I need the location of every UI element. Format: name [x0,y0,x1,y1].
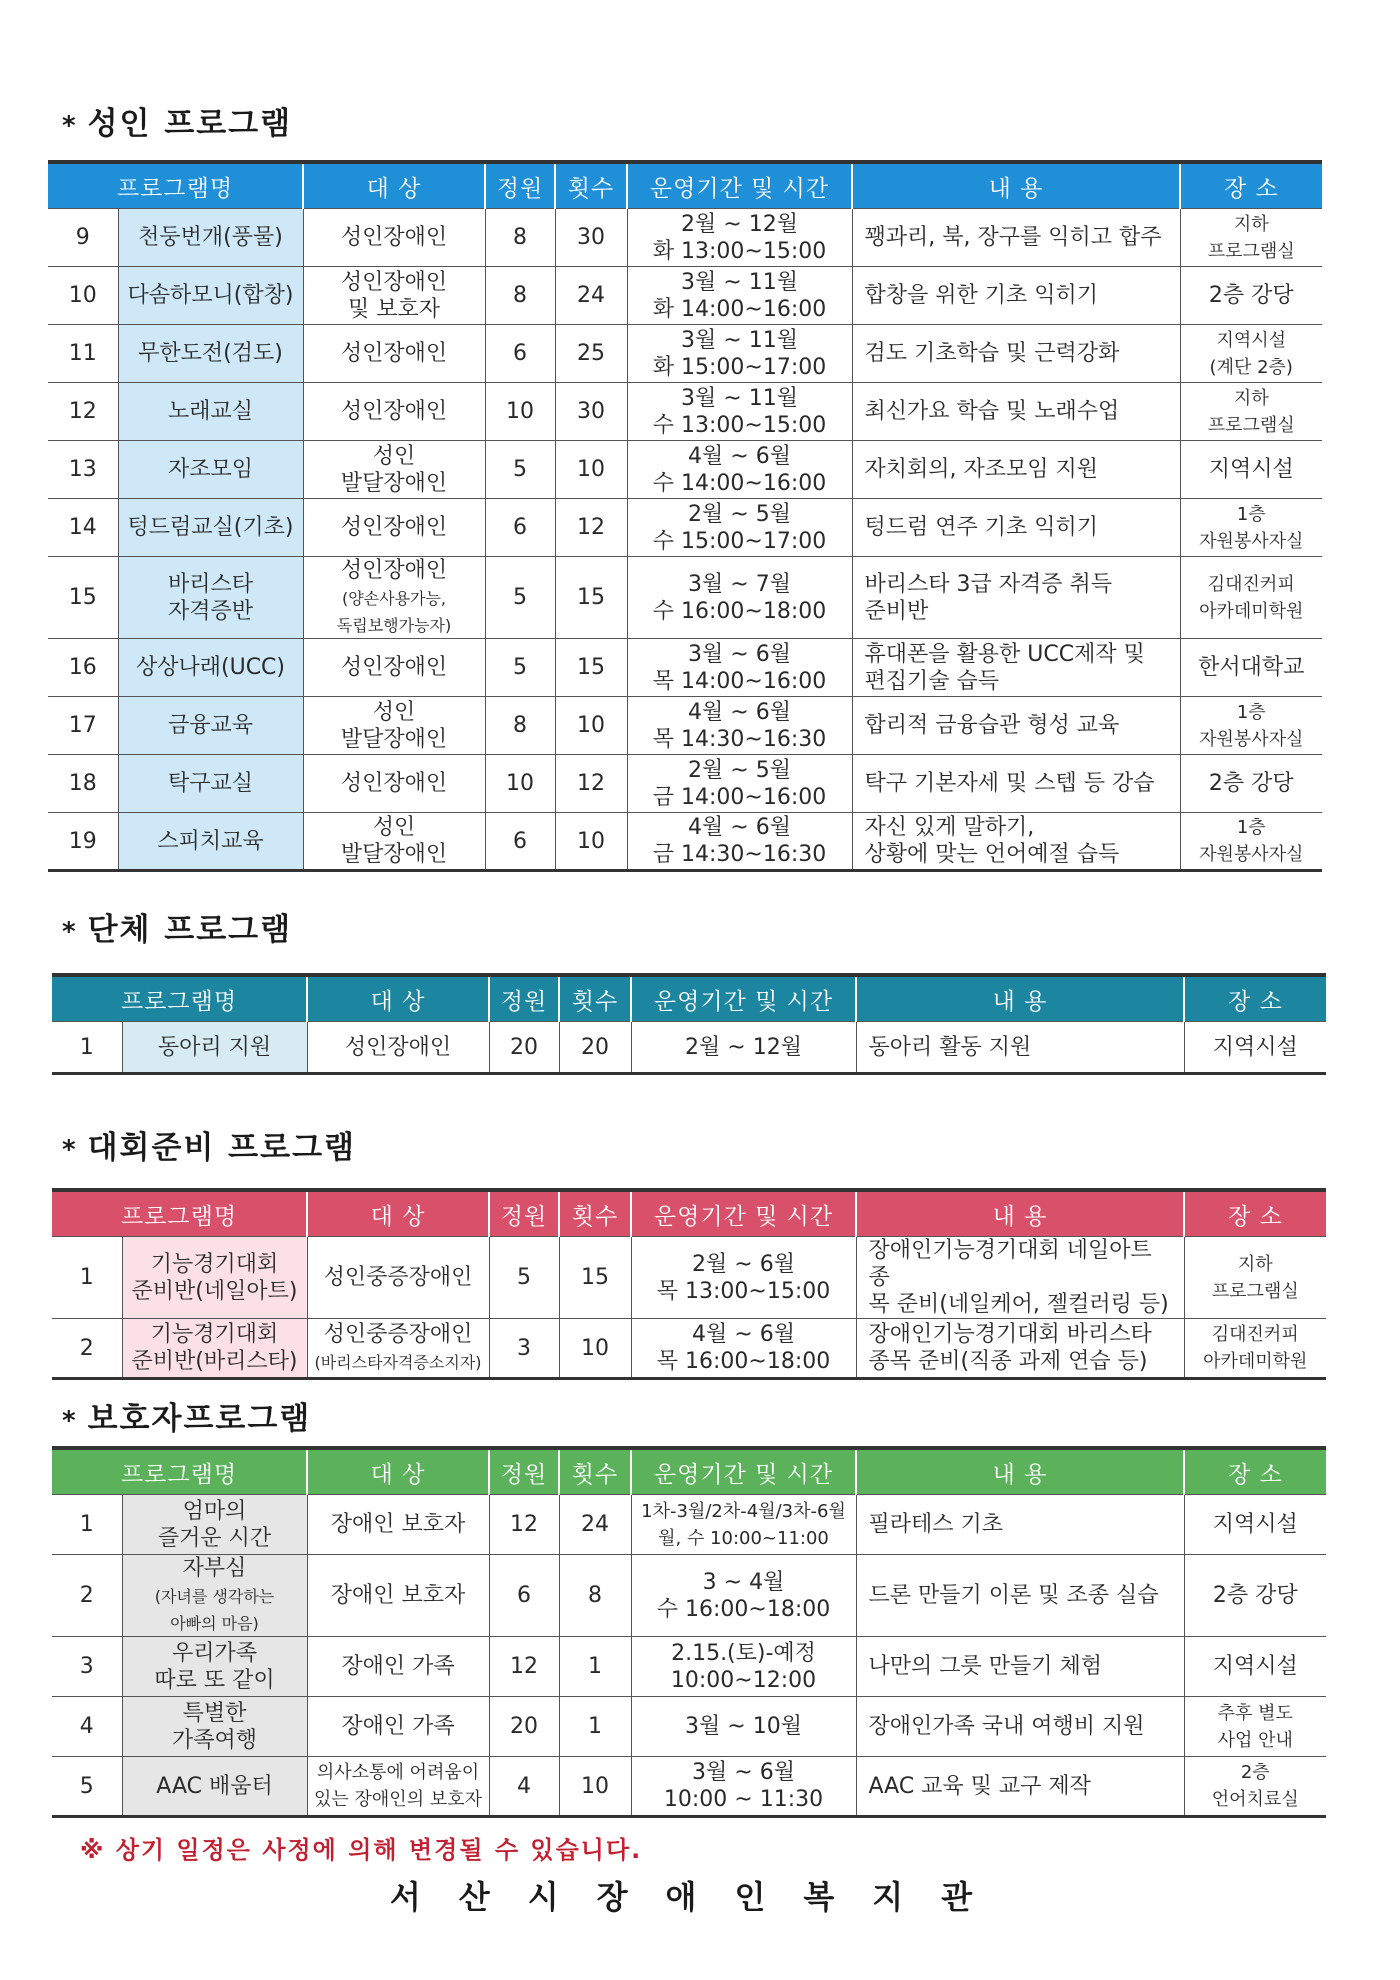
period-time [627,325,852,383]
col-header-content: 내 용 [852,162,1180,209]
period-time [627,441,852,499]
table-row [52,1637,1326,1697]
time-text: 금 14:00~16:00 [652,784,827,810]
row-number: 14 [48,499,118,557]
target-note: (바리스타자격증소지자) [314,1353,482,1372]
capacity: 12 [489,1495,559,1555]
program-name: 스피치교육 [118,813,303,871]
period-text: 2월 ~ 5월 [688,757,791,783]
table-row [48,441,1322,499]
location: 한서대학교 [1180,639,1322,697]
target-group: 성인장애인 [303,639,485,697]
section-title-contest: * 대회준비 프로그램 [62,1130,356,1166]
location: 지역시설 [1180,441,1322,499]
session-count: 12 [555,499,627,557]
location: 지역시설 [1184,1637,1326,1697]
program-content: 나만의 그릇 만들기 체험 [856,1637,1184,1697]
row-number: 1 [52,1022,122,1074]
program-content: 장애인가족 국내 여행비 지원 [856,1697,1184,1757]
period-time [631,1022,856,1074]
program-name: 천둥번개(풍물) [118,209,303,267]
target-group [307,1319,489,1379]
period-text: 2월 ~ 12월 [685,1034,802,1060]
session-count: 30 [555,209,627,267]
time-text: 10:00~12:00 [670,1667,817,1693]
table-row [48,499,1322,557]
program-content: AAC 교육 및 교구 제작 [856,1757,1184,1817]
row-number: 18 [48,755,118,813]
capacity: 6 [485,499,555,557]
location: 지하 프로그램실 [1180,209,1322,267]
program-content: 바리스타 3급 자격증 취득 준비반 [852,557,1180,639]
time-text: 목 14:00~16:00 [652,668,827,694]
time-text: 수 16:00~18:00 [656,1596,831,1622]
target-group: 장애인 보호자 [307,1495,489,1555]
period-time [631,1555,856,1637]
target-note: (양손사용가능, 독립보행가능자) [336,589,452,635]
location: 2층 강당 [1184,1555,1326,1637]
target-text: 성인장애인 [340,558,448,583]
col-header-period: 운영기간 및 시간 [627,162,852,209]
period-text: 3월 ~ 11월 [681,327,798,353]
program-name: AAC 배움터 [122,1757,307,1817]
location: 1층 자원봉사자실 [1180,697,1322,755]
program-content: 텅드럼 연주 기초 익히기 [852,499,1180,557]
session-count: 1 [559,1637,631,1697]
session-count: 30 [555,383,627,441]
row-number: 5 [52,1757,122,1817]
session-count: 24 [559,1495,631,1555]
session-count: 20 [559,1022,631,1074]
location: 지역시설 [1184,1495,1326,1555]
col-header-name: 프로그램명 [52,975,307,1022]
program-name [122,1555,307,1637]
program-content: 자치회의, 자조모임 지원 [852,441,1180,499]
location: 지하 프로그램실 [1180,383,1322,441]
period-text: 3 ~ 4월 [702,1569,785,1595]
program-content: 드론 만들기 이론 및 조종 실습 [856,1555,1184,1637]
target-group: 장애인 보호자 [307,1555,489,1637]
period-time [627,557,852,639]
time-text: 화 14:00~16:00 [652,296,827,322]
time-text: 10:00 ~ 11:30 [663,1787,824,1812]
time-text: 목 14:30~16:30 [652,726,827,752]
contest-program-table [52,1188,1326,1380]
target-group: 성인 발달장애인 [303,813,485,871]
period-text: 2월 ~ 6월 [692,1251,795,1277]
program-content: 필라테스 기초 [856,1495,1184,1555]
session-count: 24 [555,267,627,325]
program-name: 탁구교실 [118,755,303,813]
capacity: 6 [489,1555,559,1637]
section-title-guardian: * 보호자프로그램 [62,1401,312,1437]
period-text: 3월 ~ 11월 [681,385,798,411]
location: 김대진커피 아카데미학원 [1180,557,1322,639]
capacity: 8 [485,209,555,267]
time-text: 목 16:00~18:00 [656,1349,831,1374]
period-text: 4월 ~ 6월 [688,443,791,469]
period-time [627,267,852,325]
target-text: 성인중증장애인 [323,1322,473,1347]
table-row [52,1555,1326,1637]
target-group: 성인장애인 [303,325,485,383]
col-header-capacity: 정원 [489,975,559,1022]
location: 추후 별도 사업 안내 [1184,1697,1326,1757]
target-group: 성인장애인 및 보호자 [303,267,485,325]
capacity: 6 [485,325,555,383]
target-group: 성인장애인 [307,1022,489,1074]
target-group: 성인장애인 [303,209,485,267]
period-text: 4월 ~ 6월 [688,699,791,725]
table-row [48,383,1322,441]
table-row [52,1757,1326,1817]
period-time [631,1697,856,1757]
capacity: 10 [485,383,555,441]
table-row [48,267,1322,325]
table-header-row [52,1190,1326,1237]
period-text: 1차-3월/2차-4월/3차-6월 [641,1500,846,1522]
col-header-count: 횟수 [559,975,631,1022]
row-number: 4 [52,1697,122,1757]
session-count: 8 [559,1555,631,1637]
col-header-name: 프로그램명 [52,1448,307,1495]
table-row [48,325,1322,383]
capacity: 5 [485,441,555,499]
program-name: 기능경기대회 준비반(네일아트) [122,1237,307,1319]
col-header-name: 프로그램명 [52,1190,307,1237]
session-count: 1 [559,1697,631,1757]
capacity: 5 [489,1237,559,1319]
guardian-program-table [52,1446,1326,1818]
name-text: 자부심 [182,1556,247,1581]
location: 1층 자원봉사자실 [1180,813,1322,871]
period-time [627,383,852,441]
col-header-target: 대 상 [303,162,485,209]
target-group: 성인중증장애인 [307,1237,489,1319]
col-header-place: 장 소 [1180,162,1322,209]
program-content: 꽹과리, 북, 장구를 익히고 합주 [852,209,1180,267]
program-content: 최신가요 학습 및 노래수업 [852,383,1180,441]
table-row [52,1319,1326,1379]
col-header-period: 운영기간 및 시간 [631,1190,856,1237]
program-name: 자조모임 [118,441,303,499]
row-number: 12 [48,383,118,441]
session-count: 15 [559,1237,631,1319]
schedule-change-note: ※ 상기 일정은 사정에 의해 변경될 수 있습니다. [80,1836,643,1864]
capacity: 5 [485,557,555,639]
program-name: 바리스타 자격증반 [118,557,303,639]
session-count: 15 [555,557,627,639]
location: 2층 강당 [1180,755,1322,813]
time-text: 금 14:30~16:30 [652,842,827,867]
session-count: 10 [555,813,627,871]
col-header-content: 내 용 [856,1448,1184,1495]
target-group: 성인 발달장애인 [303,441,485,499]
capacity: 8 [485,267,555,325]
period-text: 3월 ~ 11월 [681,269,798,295]
col-header-period: 운영기간 및 시간 [631,975,856,1022]
row-number: 16 [48,639,118,697]
program-name: 다솜하모니(합창) [118,267,303,325]
capacity: 3 [489,1319,559,1379]
program-name: 우리가족 따로 또 같이 [122,1637,307,1697]
period-text: 2.15.(토)-예정 [671,1640,816,1666]
col-header-target: 대 상 [307,975,489,1022]
col-header-count: 횟수 [559,1190,631,1237]
capacity: 12 [489,1637,559,1697]
col-header-content: 내 용 [856,975,1184,1022]
period-text: 2월 ~ 12월 [681,211,798,237]
period-time [627,755,852,813]
col-header-count: 횟수 [559,1448,631,1495]
program-content: 휴대폰을 활용한 UCC제작 및 편집기술 습득 [852,639,1180,697]
session-count: 12 [555,755,627,813]
section-title-group: * 단체 프로그램 [62,912,293,948]
row-number: 19 [48,813,118,871]
program-name: 무한도전(검도) [118,325,303,383]
table-row [52,1495,1326,1555]
name-note: (자녀를 생각하는 아빠의 마음) [154,1587,275,1633]
col-header-capacity: 정원 [489,1190,559,1237]
row-number: 3 [52,1637,122,1697]
col-header-place: 장 소 [1184,975,1326,1022]
target-group: 의사소통에 어려움이 있는 장애인의 보호자 [307,1757,489,1817]
col-header-name: 프로그램명 [48,162,303,209]
period-time [631,1319,856,1379]
program-name: 기능경기대회 준비반(바리스타) [122,1319,307,1379]
organization-name: 서산시장애인복지관 [389,1878,1011,1916]
location: 2층 언어치료실 [1184,1757,1326,1817]
session-count: 25 [555,325,627,383]
capacity: 20 [489,1022,559,1074]
session-count: 10 [555,441,627,499]
col-header-period: 운영기간 및 시간 [631,1448,856,1495]
program-content: 합리적 금융습관 형성 교육 [852,697,1180,755]
capacity: 4 [489,1757,559,1817]
col-header-capacity: 정원 [489,1448,559,1495]
period-time [627,499,852,557]
session-count: 10 [555,697,627,755]
table-row [48,639,1322,697]
table-row [52,1237,1326,1319]
period-text: 4월 ~ 6월 [692,1322,795,1347]
group-program-table [52,973,1326,1075]
adult-program-table [48,160,1322,872]
session-count: 10 [559,1757,631,1817]
program-name: 동아리 지원 [122,1022,307,1074]
col-header-capacity: 정원 [485,162,555,209]
location: 지하 프로그램실 [1184,1237,1326,1319]
location: 김대진커피 아카데미학원 [1184,1319,1326,1379]
col-header-target: 대 상 [307,1448,489,1495]
table-row [48,813,1322,871]
program-content: 검도 기초학습 및 근력강화 [852,325,1180,383]
row-number: 13 [48,441,118,499]
capacity: 6 [485,813,555,871]
row-number: 9 [48,209,118,267]
program-name: 상상나래(UCC) [118,639,303,697]
row-number: 1 [52,1495,122,1555]
program-content: 장애인기능경기대회 바리스타 종목 준비(직종 과제 연습 등) [856,1319,1184,1379]
row-number: 1 [52,1237,122,1319]
time-text: 수 15:00~17:00 [652,528,827,554]
period-text: 2월 ~ 5월 [688,501,791,527]
session-count: 15 [555,639,627,697]
program-content: 탁구 기본자세 및 스텝 등 강습 [852,755,1180,813]
time-text: 수 14:00~16:00 [652,470,827,496]
target-group: 성인장애인 [303,499,485,557]
capacity: 10 [485,755,555,813]
table-row [48,697,1322,755]
target-group: 장애인 가족 [307,1697,489,1757]
period-time [627,813,852,871]
table-header-row [48,162,1322,209]
session-count: 10 [559,1319,631,1379]
col-header-place: 장 소 [1184,1190,1326,1237]
period-time [627,697,852,755]
table-row [48,557,1322,639]
program-name: 노래교실 [118,383,303,441]
col-header-content: 내 용 [856,1190,1184,1237]
program-name: 금융교육 [118,697,303,755]
target-group: 성인장애인 [303,383,485,441]
period-time [631,1637,856,1697]
row-number: 10 [48,267,118,325]
time-text: 월, 수 10:00~11:00 [658,1527,829,1549]
program-content: 자신 있게 말하기, 상황에 맞는 언어예절 습득 [852,813,1180,871]
capacity: 8 [485,697,555,755]
period-text: 3월 ~ 6월 [692,1760,795,1785]
period-text: 3월 ~ 7월 [688,571,791,597]
location: 지역시설 [1184,1022,1326,1074]
location: 2층 강당 [1180,267,1322,325]
table-header-row [52,975,1326,1022]
period-time [631,1757,856,1817]
time-text: 수 16:00~18:00 [652,598,827,624]
period-time [627,209,852,267]
target-group [303,557,485,639]
program-name: 텅드럼교실(기초) [118,499,303,557]
capacity: 20 [489,1697,559,1757]
period-text: 3월 ~ 10월 [685,1714,802,1739]
row-number: 2 [52,1555,122,1637]
row-number: 17 [48,697,118,755]
table-row [52,1022,1326,1074]
program-content: 장애인기능경기대회 네일아트 종 목 준비(네일케어, 젤컬러링 등) [856,1237,1184,1319]
time-text: 수 13:00~15:00 [652,412,827,438]
location: 지역시설 (계단 2층) [1180,325,1322,383]
table-row [48,755,1322,813]
section-title-adult: * 성인 프로그램 [62,106,293,142]
row-number: 2 [52,1319,122,1379]
period-text: 4월 ~ 6월 [688,815,791,840]
col-header-target: 대 상 [307,1190,489,1237]
program-content: 동아리 활동 지원 [856,1022,1184,1074]
capacity: 5 [485,639,555,697]
row-number: 15 [48,557,118,639]
time-text: 화 13:00~15:00 [652,238,827,264]
row-number: 11 [48,325,118,383]
target-group: 성인장애인 [303,755,485,813]
location: 1층 자원봉사자실 [1180,499,1322,557]
period-time [631,1495,856,1555]
target-group: 성인 발달장애인 [303,697,485,755]
time-text: 목 13:00~15:00 [656,1278,831,1304]
period-text: 3월 ~ 6월 [688,641,791,667]
col-header-count: 횟수 [555,162,627,209]
period-time [631,1237,856,1319]
program-name: 엄마의 즐거운 시간 [122,1495,307,1555]
target-group: 장애인 가족 [307,1637,489,1697]
table-row [52,1697,1326,1757]
col-header-place: 장 소 [1184,1448,1326,1495]
table-row [48,209,1322,267]
table-header-row [52,1448,1326,1495]
time-text: 화 15:00~17:00 [652,354,827,380]
program-content: 합창을 위한 기초 익히기 [852,267,1180,325]
program-name: 특별한 가족여행 [122,1697,307,1757]
period-time [627,639,852,697]
